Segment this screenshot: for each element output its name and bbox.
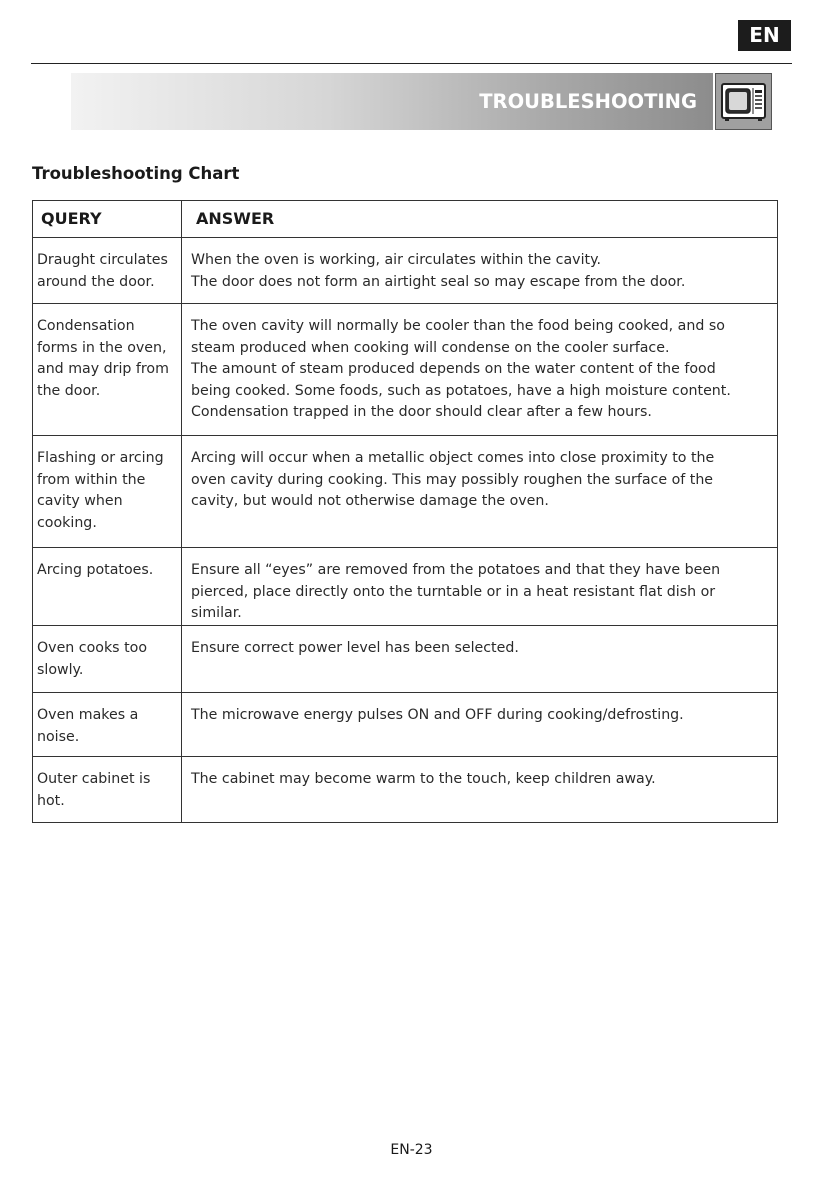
- answer-line: oven cavity during cooking. This may possibly roughen the surface of the: [191, 471, 714, 488]
- table-row: [33, 436, 778, 548]
- answer-line: cavity, but would not otherwise damage the oven.: [191, 493, 549, 509]
- language-badge: EN: [738, 20, 791, 51]
- query-cell: Flashing or arcing from within the cavity when cooking.: [33, 436, 182, 548]
- section-banner: [71, 73, 713, 130]
- answer-cell: [182, 436, 778, 548]
- query-cell: Condensation forms in the oven, and may drip from the door.: [33, 304, 182, 436]
- answer-line: The cabinet may become warm to the touch, keep children away.: [191, 771, 656, 787]
- answer-cell: [182, 626, 778, 693]
- answer-line: The oven cavity will normally be cooler than the food being cooked, and so: [191, 318, 725, 334]
- answer-line: The microwave energy pulses ON and OFF during cooking/defrosting.: [191, 707, 684, 723]
- answer-cell: [182, 693, 778, 757]
- answer-line: Condensation trapped in the door should clear after a few hours.: [191, 404, 652, 420]
- column-header-answer: ANSWER: [182, 201, 778, 238]
- answer-cell: [182, 304, 778, 436]
- answer-line: Ensure correct power level has been selected.: [191, 640, 519, 656]
- query-cell: Outer cabinet is hot.: [33, 757, 182, 823]
- table-row: [33, 238, 778, 304]
- section-title: TROUBLESHOOTING: [479, 90, 697, 113]
- column-header-query: QUERY: [33, 201, 182, 238]
- query-cell: Draught circulates around the door.: [33, 238, 182, 304]
- header-rule: [31, 63, 792, 64]
- answer-line: being cooked. Some foods, such as potatoes, have a high moisture content.: [191, 382, 731, 399]
- chart-heading: Troubleshooting Chart: [32, 164, 240, 183]
- page-number: EN-23: [390, 1142, 433, 1158]
- answer-line: Arcing will occur when a metallic object comes into close proximity to the: [191, 450, 715, 466]
- table-row: [33, 693, 778, 757]
- table-row: [33, 304, 778, 436]
- answer-line: similar.: [191, 605, 242, 621]
- answer-cell: [182, 548, 778, 626]
- query-cell: Oven makes a noise.: [33, 693, 182, 757]
- table-header-row: [33, 201, 778, 238]
- answer-line: pierced, place directly onto the turntable or in a heat resistant flat dish or: [191, 583, 716, 600]
- answer-line: The door does not form an airtight seal so may escape from the door.: [191, 273, 686, 290]
- answer-line: Ensure all “eyes” are removed from the potatoes and that they have been: [191, 562, 721, 578]
- answer-line: The amount of steam produced depends on the water content of the food: [191, 361, 716, 377]
- answer-line: steam produced when cooking will condense on the cooler surface.: [191, 339, 670, 356]
- troubleshooting-table: [32, 200, 778, 823]
- answer-cell: [182, 238, 778, 304]
- answer-cell: [182, 757, 778, 823]
- query-cell: Arcing potatoes.: [33, 548, 182, 626]
- table-row: [33, 626, 778, 693]
- query-cell: Oven cooks too slowly.: [33, 626, 182, 693]
- table-row: [33, 548, 778, 626]
- answer-line: When the oven is working, air circulates within the cavity.: [191, 252, 601, 268]
- microwave-icon: [715, 73, 772, 130]
- table-row: [33, 757, 778, 823]
